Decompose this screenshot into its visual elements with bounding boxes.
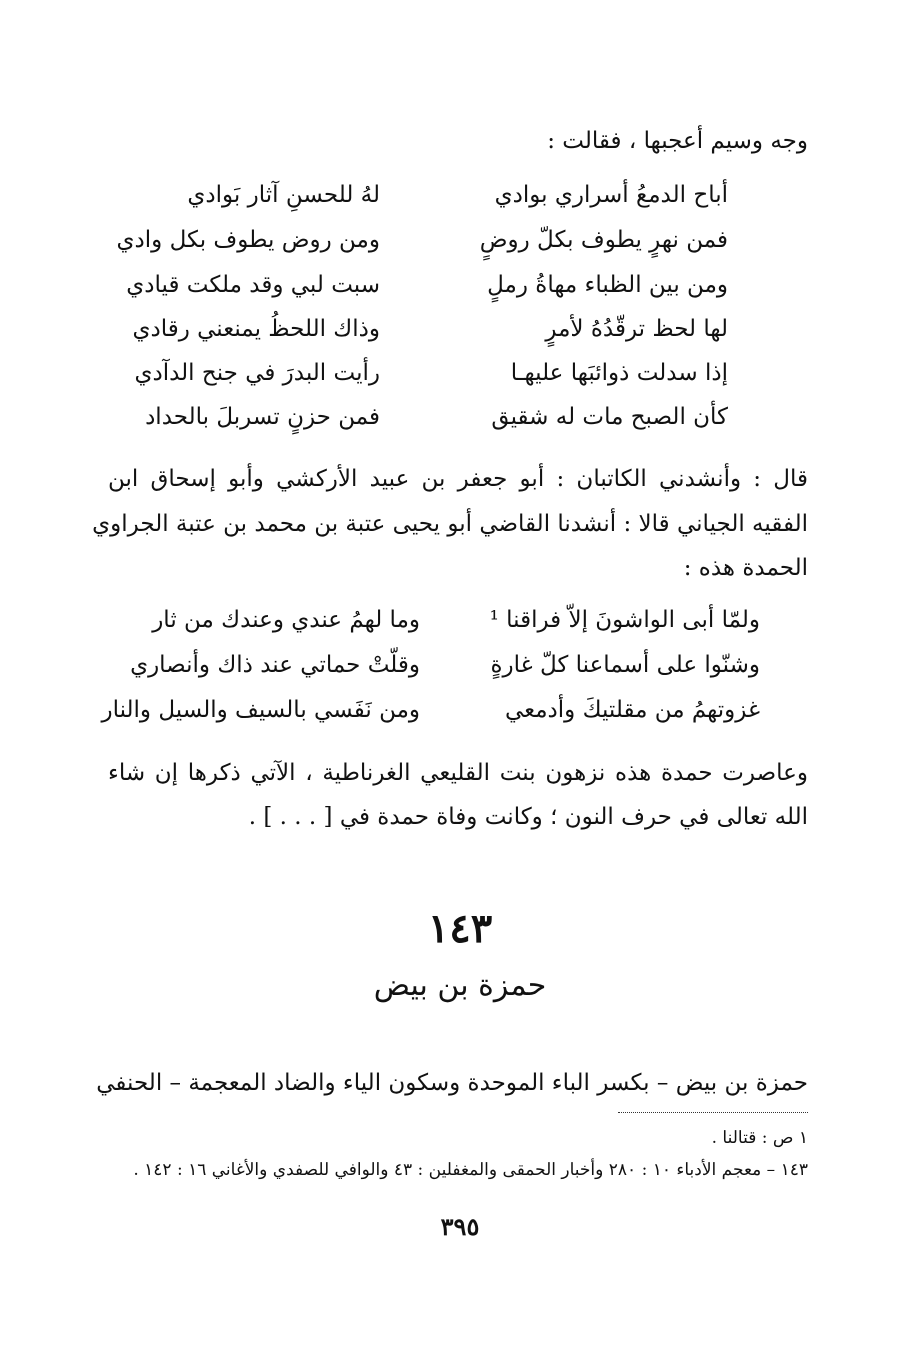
poem2-verse1-first: ولمّا أبى الواشونَ إلاّ فراقنا ¹	[489, 607, 760, 633]
poem1-verse4-second: وذاك اللحظُ يمنعني رقادي	[132, 316, 380, 342]
poem1-verse5-second: رأيت البدرَ في جنح الدآدي	[134, 360, 380, 386]
poem2-verse2-first: وشنّوا على أسماعنا كلّ غارةٍ	[490, 652, 760, 678]
poem1-verse1-second: لهُ للحسنِ آثار بَوادي	[187, 182, 380, 208]
paragraph2-line2: الله تعالى في حرف النون ؛ وكانت وفاة حمدة في [ . . . ] .	[248, 804, 808, 830]
poem2-verse1-second: وما لهمُ عندي وعندك من ثار	[152, 607, 420, 633]
footnote-divider	[618, 1112, 808, 1113]
paragraph2-line1: وعاصرت حمدة هذه نزهون بنت القليعي الغرناطية ، الآتي ذكرها إن شاء	[108, 760, 808, 786]
poem1-verse1-first: أباح الدمعُ أسراري بوادي	[494, 182, 728, 208]
paragraph1-line1: قال : وأنشدني الكاتبان : أبو جعفر بن عبيد الأركشي وأبو إسحاق ابن	[108, 466, 808, 492]
poem1-verse2-first: فمن نهرٍ يطوف بكلّ روضٍ	[479, 227, 728, 253]
paragraph1-line3: الحمدة هذه :	[683, 555, 808, 581]
footnote-1: ١ ص : قتالنا .	[711, 1128, 808, 1148]
poem1-verse6-second: فمن حزنٍ تسربلَ بالحداد	[145, 404, 380, 430]
poem2-verse3-second: ومن نَفَسي بالسيف والسيل والنار	[101, 697, 420, 723]
poem1-verse6-first: كأن الصبح مات له شقيق	[491, 404, 728, 430]
footnote-143: ١٤٣ – معجم الأدباء ١٠ : ٢٨٠ وأخبار الحمقى والمغفلين : ٤٣ والوافي للصفدي والأغاني ١٦ : ١٤٢ .	[133, 1160, 808, 1180]
poem1-verse5-first: إذا سدلت ذوائبَها عليهـا	[510, 360, 728, 386]
entry-title: حمزة بن بيض	[373, 968, 547, 1003]
poem2-verse2-second: وقلّتْ حماتي عند ذاك وأنصاري	[130, 652, 420, 678]
entry-first-line: حمزة بن بيض – بكسر الباء الموحدة وسكون الياء والضاد المعجمة – الحنفي	[96, 1070, 808, 1096]
poem1-verse3-first: ومن بين الظباء مهاةُ رملٍ	[487, 272, 728, 298]
intro-line: وجه وسيم أعجبها ، فقالت :	[547, 128, 808, 154]
poem2-verse3-first: غزوتهمُ من مقلتيكَ وأدمعي	[504, 697, 760, 723]
entry-number: ١٤٣	[427, 905, 493, 952]
paragraph1-line2: الفقيه الجياني قالا : أنشدنا القاضي أبو يحيى عتبة بن محمد بن عتبة الجراوي	[92, 511, 808, 537]
poem1-verse4-first: لها لحظ ترقّدُهُ لأمرٍ	[545, 316, 728, 342]
page-number: ٣٩٥	[440, 1212, 480, 1241]
poem1-verse3-second: سبت لبي وقد ملكت قيادي	[126, 272, 380, 298]
poem1-verse2-second: ومن روض يطوف بكل وادي	[116, 227, 380, 253]
